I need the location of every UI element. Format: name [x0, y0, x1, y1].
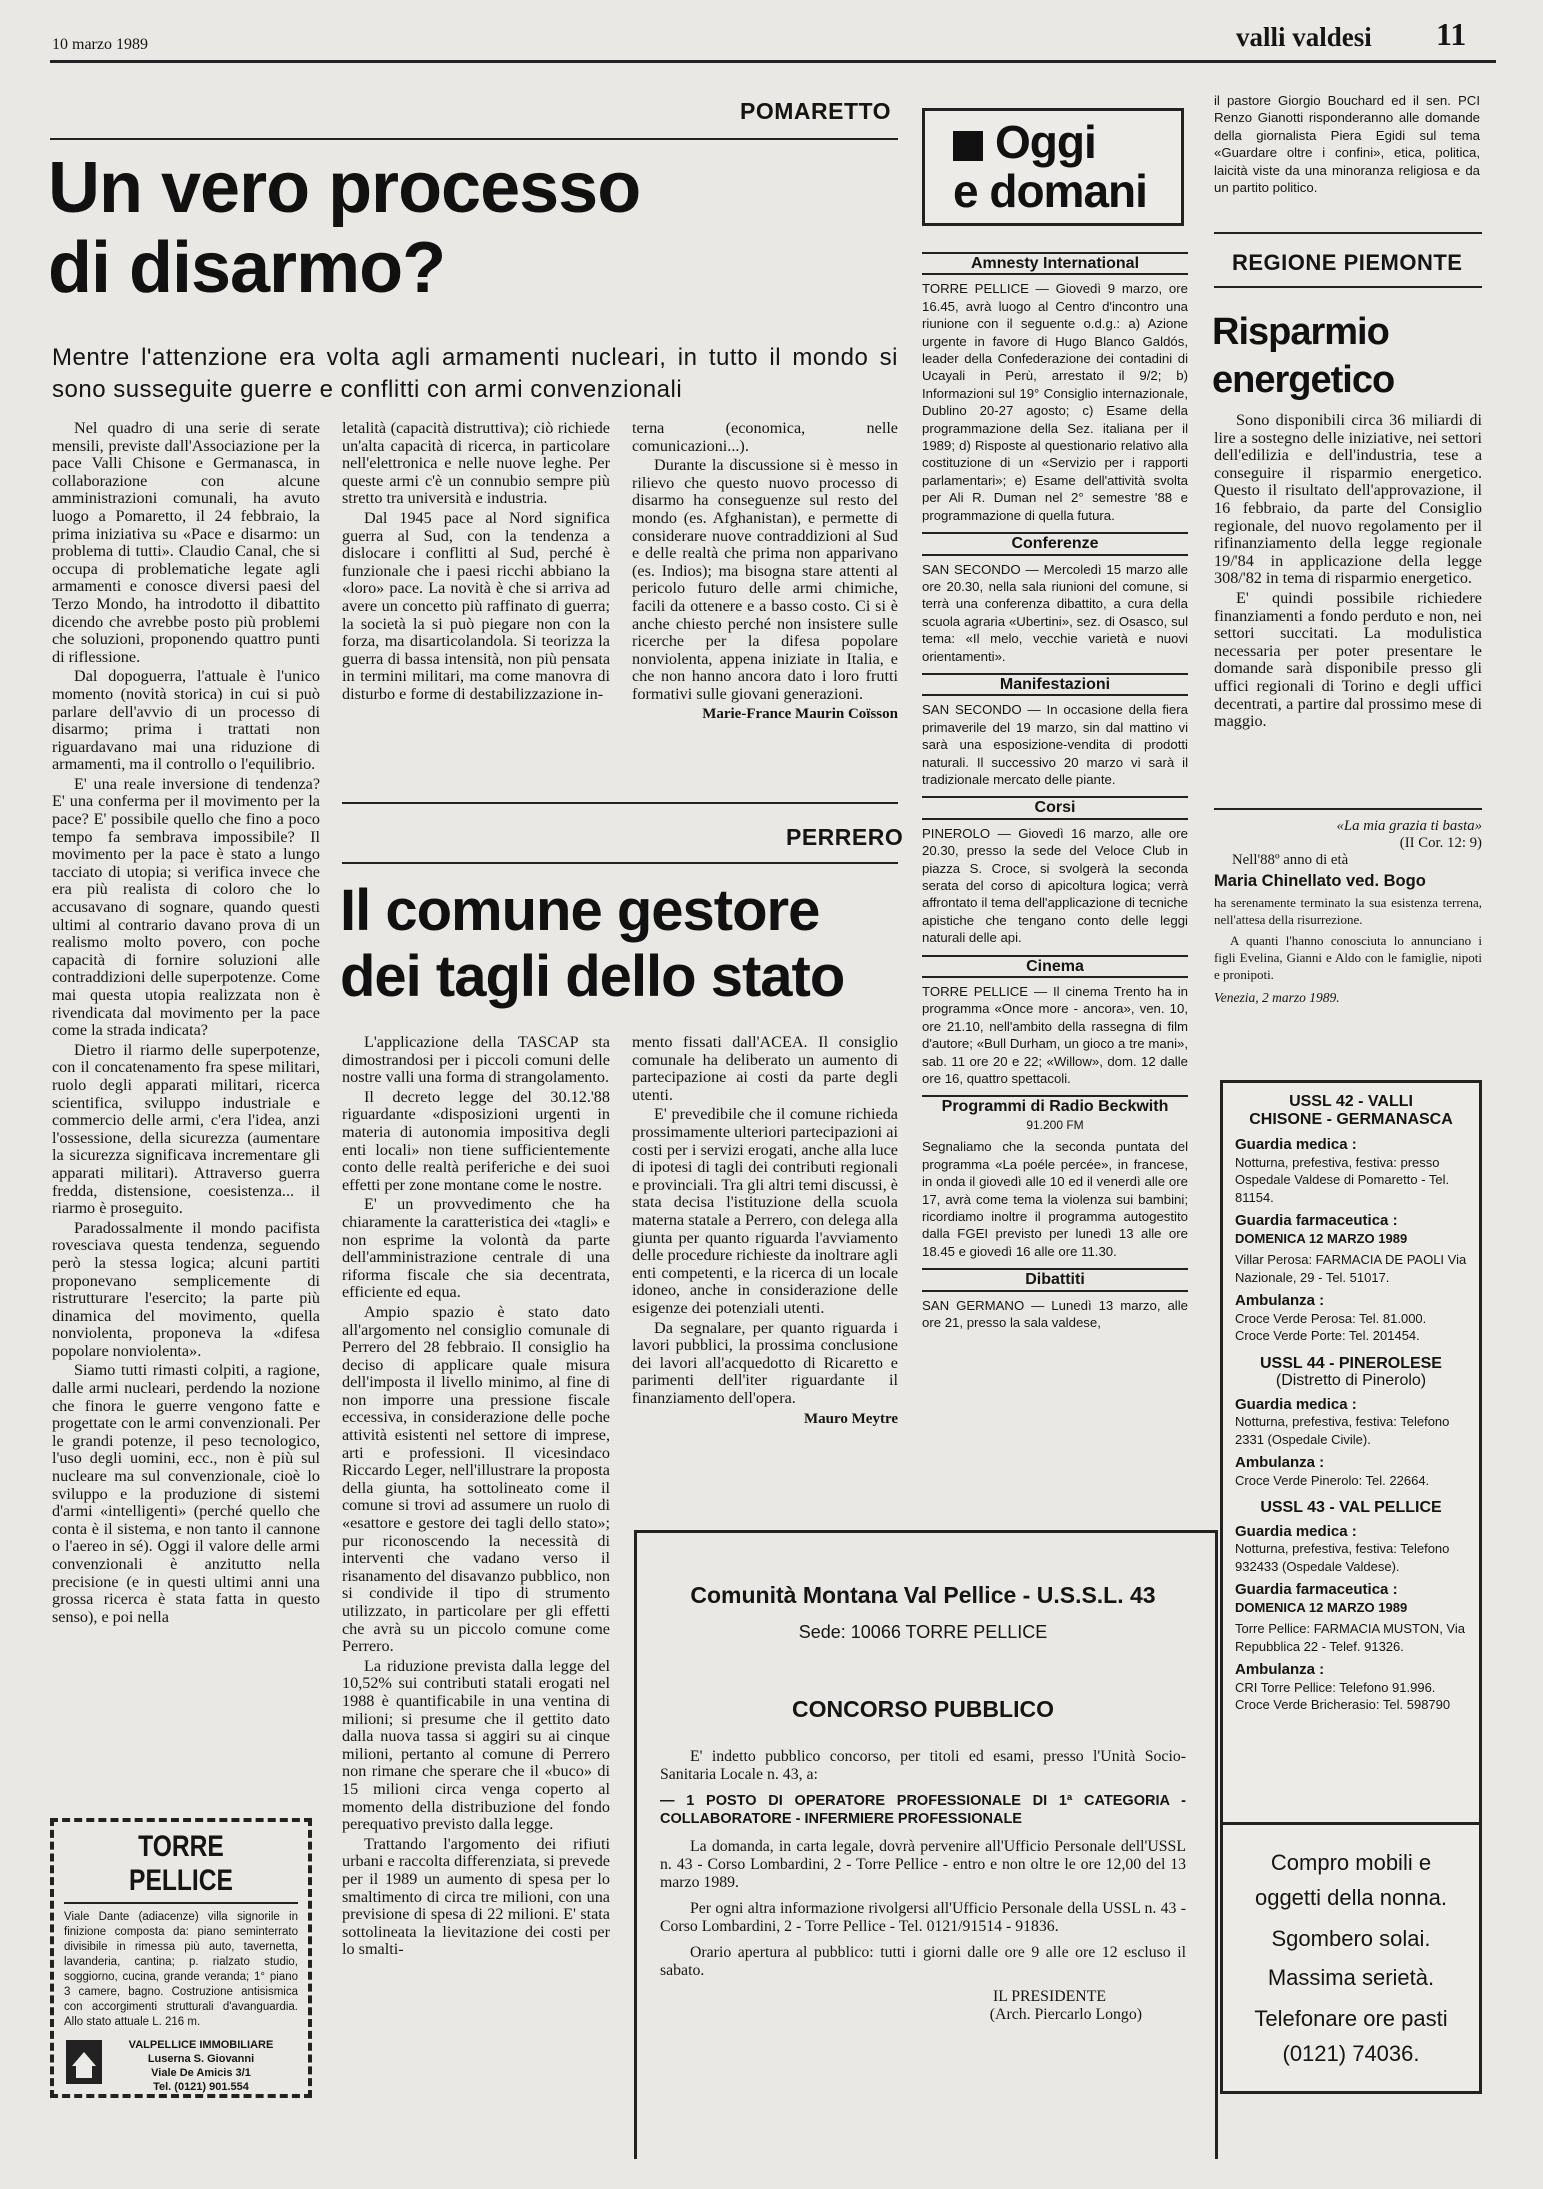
ussl44-gm-text: Notturna, prefestiva, festiva: Telefono 2331 (Ospedale Civile). [1235, 1414, 1450, 1447]
ussl42-ambulanza: Ambulanza : [1235, 1292, 1325, 1309]
article1-title-line1: Un vero processo [48, 148, 641, 228]
ussl44-amb-1: Croce Verde Pinerolo: Tel. 22664. [1235, 1472, 1430, 1488]
article2-kicker: PERRERO [786, 824, 904, 850]
listing-conferenze: SAN SECONDO — Mercoledì 15 marzo alle ore 20.30, nella sala riunioni del comune, si terrà una conferenza dibattito, a cura della scuola agraria «Ubertini», sez. di Osasco, sul tema: «Il melo, vecchie varietà e nuovi orientamenti». [922, 561, 1188, 664]
concorso-signature-title: IL PRESIDENTE [992, 1988, 1106, 2005]
ussl43-guardia-farmaceutica: Guardia farmaceutica : [1235, 1581, 1398, 1598]
regione-kicker: REGIONE PIEMONTE [1232, 250, 1463, 275]
risparmio-paragraph: E' quindi possibile richiedere finanziamenti a fondo perduto e non, nei settori succitati. La modulistica necessaria per poter presentare le domande sarà disponibile presso gli uffici regionali di Torino e degli uffici decentrati, a partire dal prossimo mese di maggio. [1214, 588, 1482, 731]
ussl42-guardia-medica: Guardia medica : [1235, 1136, 1357, 1153]
concorso-title: CONCORSO PUBBLICO [792, 1696, 1054, 1722]
oggi-e-domani-listings [922, 244, 1188, 1331]
compro-line-6: (0121) 74036. [1282, 2041, 1420, 2066]
article2-paragraph: E' prevedibile che il comune richieda prossimamente ulteriori partecipazioni ai costi per i servizi erogati, anche alla luce di ipotesi di tagli dei contributi regionali e provinciali. Tra gli altri temi discussi, è stata decisa l'istituzione della scuola materna statale a Perrero, con delega alla giunta per quanto riguarda l'avviamento delle procedure richieste da inoltrare agli enti competenti, e la ricerca di un locale idoneo, anche in considerazione delle esigenze dei potenziali utenti. [632, 1105, 898, 1317]
article2-paragraph: L'applicazione della TASCAP sta dimostrandosi per i piccoli comuni delle nostre valli una forma di strangolamento. [342, 1033, 610, 1087]
ussl43-ambulanza: Ambulanza : [1235, 1661, 1325, 1678]
ussl42-gm-text: Notturna, prefestiva, festiva: presso Ospedale Valdese di Pomaretto - Tel. 81154. [1235, 1154, 1450, 1205]
article2-author: Mauro Meytre [804, 1411, 898, 1428]
section-heading-corsi: Corsi [922, 796, 1188, 819]
article2-title [340, 878, 844, 1010]
obituary-text: ha serenamente terminato la sua esistenza terrena, nell'attesa della risurrezione. [1214, 895, 1482, 927]
risparmio-title-2: energetico [1212, 359, 1395, 401]
radio-frequency: 91.200 FM [1026, 1117, 1084, 1132]
concorso-sede: Sede: 10066 TORRE PELLICE [798, 1622, 1048, 1642]
article1-paragraph: Dal dopoguerra, l'attuale è l'unico momento (novità storica) in cui si può parlare dell'avvio di un processo di disarmo; prima i trattati non riguardavano mai una riduzione di armamenti, ma il controllo o l'equilibrio. [52, 667, 320, 774]
real-estate-ad-rule [64, 1902, 298, 1904]
concorso-paragraph: Per ogni altra informazione rivolgersi all'Ufficio Personale della USSL n. 43 - Corso Lombardini, 2 - Torre Pellice - Tel. 0121/91514 - 91836. [660, 1900, 1186, 1935]
house-logo-icon [64, 2038, 104, 2086]
section-heading-amnesty: Amnesty International [922, 252, 1188, 275]
obituary-place: Venezia, 2 marzo 1989. [1214, 990, 1340, 1005]
article1-title-line2: di disarmo? [48, 228, 446, 308]
concorso-paragraph: La domanda, in carta legale, dovrà pervenire all'Ufficio Personale dell'USSL n. 43 - Corso Lombardini, 2 - Torre Pellice - entro e non oltre le ore 12,00 del 13 marzo 1989. [660, 1838, 1186, 1891]
ussl43-guardia-medica: Guardia medica : [1235, 1522, 1357, 1540]
article1-column-1 [52, 420, 320, 1628]
article2-title-line1: Il comune gestore [340, 878, 820, 943]
concorso-signature-name: (Arch. Piercarlo Longo) [989, 2006, 1142, 2023]
ussl44-title-2: (Distretto di Pinerolo) [1275, 1372, 1427, 1389]
article2-paragraph: E' un provvedimento che ha chiaramente la caratteristica dei «tagli» e non esprime la volontà da parte dell'amministrazione centrale di una riforma fiscale che sia decentrata, efficiente ed equa. [342, 1195, 610, 1302]
article1-paragraph: Nel quadro di una serie di serate mensili, previste dall'Associazione per la pace Valli Chisone e Germanasca, in collaborazione con alcune amministrazioni comunali, ha avuto luogo a Pomaretto, il 24 febbraio, la prima iniziativa su «Pace e disarmo: un problema di tutti». Claudio Canal, che si occupa di problematiche legate agli armamenti e conosce diversi paesi del Terzo Mondo, ha introdotto il dibattito dicendo che avrebbe posto più problemi che soluzioni, proponendo quattro punti di riflessione. [52, 419, 320, 666]
article2-paragraph: Ampio spazio è stato dato all'argomento nel consiglio comunale di Perrero del 28 febbraio. Il consiglio ha deciso di applicare quale misura dell'imposta il livello minimo, al fine di non imporre una pressione fiscale eccessiva, in considerazione delle poche attività esistenti nel settore di imprese, arti e professioni. Il vicesindaco Riccardo Leger, nell'illustrare la proposta della giunta, ha sottolineato come il comune si trovi ad assumere un ruolo di «esattore e gestore dei tagli dello stato»; pur riconoscendo la necessità di interventi che vadano verso il risanamento del disavanzo pubblico, non si condivide il tipo di strumento utilizzato, in particolare per gli effetti che avrà su un piccolo comune come Perrero. [342, 1302, 610, 1656]
agency-address-1: Luserna S. Giovanni [147, 2053, 255, 2065]
ussl-box [1220, 1080, 1482, 1834]
concorso-body [660, 1748, 1186, 2024]
article2-title-line2: dei tagli dello stato [340, 944, 845, 1009]
compro-line-1: Compro mobili e [1270, 1850, 1432, 1875]
article1-subtitle: Mentre l'attenzione era volta agli armamenti nucleari, in tutto il mondo si sono susseguite guerre e conflitti con armi convenzionali [52, 344, 898, 403]
obituary [1214, 818, 1482, 1006]
ussl42-amb-1: Croce Verde Perosa: Tel. 81.000. [1235, 1310, 1427, 1326]
article1-paragraph: Siamo tutti rimasti colpiti, a ragione, dalle armi nucleari, perdendo la nozione che finora le guerre vengono fatte e progettate con le armi convenzionali. Per le grandi potenze, il peso tecnologico, l'uso degli uomini, ecc., non è più sul nucleare ma sul convenzionale, cioè lo sviluppo e la produzione di sistemi d'armi «intelligenti» (perché quello che conta è il sistema, e non tanto il cannone o l'aereo in sé). Oggi il valore delle armi convenzionali è anzitutto nella precisione (e in questi ultimi anni una grossa ricerca è stata fatta in questo senso), e poi nella [52, 1361, 320, 1626]
ussl42-guardia-farmaceutica: Guardia farmaceutica : [1235, 1212, 1398, 1229]
regione-kicker-rule [1214, 286, 1482, 288]
article1-paragraph: Dal 1945 pace al Nord significa guerra al Sud, con la tendenza a dislocare i conflitti al Sud, perché è funzionale che i paesi ricchi abbiano la «loro» pace. La novità è che si arriva ad avere un concetto più raffinato di guerra; la società la si può piegare non con la forza, ma disarticolandola. Si teorizza la guerra di bassa intensità, non più pensata in termini militari, ma come manovra di disturbo e forme di destabilizzazione in- [342, 508, 610, 703]
oggi-title-1: Oggi [995, 116, 1096, 168]
listing-manifestazioni: SAN SECONDO — In occasione della fiera primaverile del 19 marzo, sin dal mattino vi sarà una esposizione-vendita di prodotti naturali. Il successivo 20 marzo vi sarà il tradizionale mercato delle piante. [922, 702, 1188, 787]
oggi-title-2: e domani [953, 165, 1147, 217]
article1-column-2 [342, 420, 610, 706]
section-heading-conferenze: Conferenze [922, 532, 1188, 555]
oggi-e-domani-masthead [922, 108, 1184, 226]
concorso-paragraph: E' indetto pubblico concorso, per titoli ed esami, presso l'Unità Socio-Sanitaria Locale n. 43, a: [660, 1748, 1186, 1783]
compro-line-4: Massima serietà. [1267, 1965, 1435, 1990]
ussl43-title: USSL 43 - VAL PELLICE [1260, 1499, 1442, 1516]
ussl43-amb-1: CRI Torre Pellice: Telefono 91.996. [1235, 1679, 1436, 1695]
article1-paragraph: letalità (capacità distruttiva); ciò richiede un'alta capacità di ricerca, in particolare nell'elettronica e nelle nuove leghe. Per queste armi c'è un connubio sempre più stretto tra università e industria. [342, 419, 610, 508]
compro-line-5: Telefonare ore pasti [1254, 2006, 1448, 2031]
ussl42-gf-date: DOMENICA 12 MARZO 1989 [1235, 1230, 1408, 1246]
article1-kicker: POMARETTO [740, 98, 892, 124]
article1-author: Marie-France Maurin Coïsson [702, 705, 898, 722]
ussl42-title-1: USSL 42 - VALLI [1289, 1093, 1413, 1110]
regione-top-rule [1214, 232, 1482, 234]
section-heading-dibattiti: Dibattiti [922, 1268, 1188, 1291]
ussl43-gm-text: Notturna, prefestiva, festiva: Telefono 932433 (Ospedale Valdese). [1235, 1541, 1450, 1574]
article1-paragraph: Durante la discussione si è messo in rilievo che questo nuovo processo di disarmo ha conseguenze sul resto del mondo (es. Afghanistan), e permette di considerare nuove contraddizioni al Sud e delle realtà che prima non apparivano (es. Indios); ma bisogna stare attenti al pericolo futuro delle armi chimiche, facili da ottenere e a basso costo. Ci si è anche chiesto perché non insistere sulle ricerche per la difesa popolare nonviolenta, appena iniziate in Italia, e che non hanno ancora dato i loro frutti formativi sulle giovani generazioni. [632, 456, 898, 703]
article2-paragraph: Trattando l'argomento dei rifiuti urbani e raccolta differenziata, si prevede per il 1989 un aumento di spesa per lo smaltimento di circa tre milioni, con una previsione di spesa di 22 milioni. E' stata sottolineata la lievitazione dei costi per lo smalti- [342, 1834, 610, 1959]
article2-paragraph: Il decreto legge del 30.12.'88 riguardante «disposizioni urgenti in materia di autonomia impositiva degli enti locali» non tiene sufficientemente conto delle realtà periferiche e dei suoi effetti per zone montane come le nostre. [342, 1087, 610, 1194]
risparmio-title [1212, 308, 1394, 404]
risparmio-title-1: Risparmio [1212, 311, 1389, 353]
real-estate-ad-title: TORRE PELLICE [129, 1830, 233, 1897]
agency-phone: Tel. (0121) 901.554 [153, 2081, 249, 2093]
article2-paragraph: La riduzione prevista dalla legge del 10,52% sui contributi statali erogati nel 1988 è quantificabile in una ventina di milioni; si presume che il gettito dato dalla nuova tassa si aggiri su ai cinque milioni, pertanto al comune di Perrero non rimane che sperare che il «buco» di 15 milioni circa venga coperto al momento della distribuzione del fondo perequativo previsto dalla legge. [342, 1656, 610, 1834]
listing-dibattiti: SAN GERMANO — Lunedì 13 marzo, alle ore 21, presso la sala valdese, [922, 1297, 1188, 1330]
real-estate-ad-text: Viale Dante (adiacenze) villa signorile in finizione composta da: piano seminterrato divisibile in rimessa più auto, tavernetta, lavanderia, cantina; p. rialzato studio, soggiorno, cucina, grande veranda; 1° piano 3 camere, bagno. Costruzione antisismica con accorgimenti strutturali d'avanguardia. Allo stato attuale L. 216 m. [64, 1911, 298, 2028]
agency-name: VALPELLICE IMMOBILIARE [128, 2039, 274, 2051]
compro-line-2: oggetti della nonna. [1254, 1885, 1448, 1910]
concorso-org: Comunità Montana Val Pellice - U.S.S.L. 43 [690, 1582, 1156, 1608]
obituary-quote: «La mia grazia ti basta» [1336, 818, 1482, 834]
ussl43-gf-text: Torre Pellice: FARMACIA MUSTON, Via Repubblica 22 - Telef. 91326. [1235, 1621, 1465, 1654]
obituary-text: A quanti l'hanno conosciuta lo annunciano i figli Evelina, Gianni e Aldo con le famiglie, nipoti e pronipoti. [1214, 933, 1482, 982]
article2-column-1 [342, 1034, 610, 1961]
article2-paragraph: mento fissati dall'ACEA. Il consiglio comunale ha deliberato un aumento di partecipazione ai costi da parte degli utenti. [632, 1033, 898, 1104]
ussl44-guardia-medica: Guardia medica : [1235, 1395, 1357, 1413]
article2-paragraph: Da segnalare, per quanto riguarda i lavori pubblici, la prossima conclusione dei lavori all'acquedotto di Ricaretto e parimenti dell'iter riguardante il finanziamento dell'opera. [632, 1318, 898, 1407]
article2-kicker-rule [342, 862, 898, 864]
ussl43-amb-2: Croce Verde Bricherasio: Tel. 598790 [1235, 1697, 1451, 1712]
section-heading-cinema: Cinema [922, 955, 1188, 978]
article1-paragraph: Dietro il riarmo delle superpotenze, con il concatenamento fra spese militari, ruolo degli apparati militari, ricerca scientifica, sviluppo industriale e commercio delle armi, c'era l'idea, anzi l'ossessione, della sicurezza (aumentare la sicurezza significava incrementare gli apparati militari). Attraverso guerra fredda, distensione, coesistenza... il riarmo è proseguito. [52, 1040, 320, 1218]
listing-corsi: PINEROLO — Giovedì 16 marzo, alle ore 20.30, presso la sede del Veloce Club in piazza S. Croce, si svolgerà la seconda serata del corso di apicoltura logica; verrà affrontato il tema dell'applicazione di tecniche apistiche che tengano conto delle leggi naturali delle api. [922, 825, 1188, 946]
article1-title [48, 148, 640, 308]
concorso-paragraph: Orario apertura al pubblico: tutti i giorni dalle ore 9 alle ore 12 escluso il sabato. [660, 1944, 1186, 1979]
concorso-post: — 1 POSTO DI OPERATORE PROFESSIONALE DI 1ª CATEGORIA - COLLABORATORE - INFERMIERE PROFESSIONALE [660, 1793, 1186, 1827]
article1-column-3 [632, 420, 898, 723]
obituary-top-rule [1214, 808, 1482, 810]
obituary-age: Nell'88º anno di età [1232, 852, 1349, 868]
header-date: 10 marzo 1989 [52, 36, 148, 53]
agency-address-2: Viale De Amicis 3/1 [151, 2067, 251, 2079]
ussl42-gf-text: Villar Perosa: FARMACIA DE PAOLI Via Nazionale, 29 - Tel. 51017. [1235, 1252, 1467, 1285]
listing-amnesty: TORRE PELLICE — Giovedì 9 marzo, ore 16.45, avrà luogo al Centro d'incontro una riunione con il seguente o.d.g.: a) Azione urgente in favore di Hugo Blanco Galdós, leader della Confederazione dei contadini di Ucayali in Perù, arrestato il 9/2; b) Informazioni sul 19° Consiglio internazionale, Dublino 20-27 agosto; c) Esame della programmazione della Sez. italiana per il 1989; d) Risposte al questionario relativo alla costituzione di un «Servizio per i rapporti parlamentari»; e) Esame dell'attività svolta per Ali R. Duman nel 2° semestre '88 e programmazione di quella futura. [922, 281, 1188, 523]
article1-paragraph: E' una reale inversione di tendenza? E' una conferma per il movimento per la pace? E' possibile quello che fino a poco tempo fa sembrava impossibile? Il movimento per la pace è stato a lungo tacciato di utopia; si verifica invece che era più realista di coloro che lo accusavano di sognare, quando questi ultimi al contrario davano prova di un realismo molto povero, con poche capacità di fornire soluzioni alle contraddizioni delle superpotenze. Come mai questa utopia realizzata non è rivendicata dal movimento per la pace come la strada indicata? [52, 774, 320, 1040]
compro-line-3: Sgombero solai. [1271, 1926, 1431, 1951]
ussl44-ambulanza: Ambulanza : [1235, 1454, 1325, 1471]
header-rule [50, 60, 1496, 63]
real-estate-ad [50, 1818, 312, 2098]
obituary-reference: (II Cor. 12: 9) [1399, 835, 1482, 851]
ussl43-gf-date: DOMENICA 12 MARZO 1989 [1235, 1599, 1408, 1615]
compro-mobili-ad [1220, 1822, 1482, 2094]
article2-top-rule [342, 802, 898, 804]
section-heading-manifestazioni: Manifestazioni [922, 673, 1188, 696]
masthead: valli valdesi [1236, 22, 1372, 52]
ussl42-amb-2: Croce Verde Porte: Tel. 201454. [1235, 1328, 1420, 1343]
section-heading-radio: Programmi di Radio Beckwith [922, 1095, 1188, 1116]
ussl42-title-2: CHISONE - GERMANASCA [1249, 1110, 1453, 1128]
page-number: 11 [1436, 16, 1467, 52]
article1-paragraph: Paradossalmente il mondo pacifista rovesciava questa tendenza, seguendo però la stessa logica; alcuni partiti proponevano semplicemente di ristrutturare l'esercito; la parte più dinamica del movimento, quella nonviolenta, proponeva la «difesa popolare nonviolenta». [52, 1218, 320, 1360]
listing-cinema: TORRE PELLICE — Il cinema Trento ha in programma «Once more - ancora», ven. 10, ore 21.10, nell'ambito della rassegna di film d'autore; «Bull Durham, un gioco a tre mani», sab. 11 ore 20 e 22; «Willow», dom. 12 dalle ore 16, quattro spettacoli. [922, 984, 1188, 1087]
risparmio-body [1214, 412, 1482, 733]
real-estate-agency [64, 2038, 298, 2094]
ussl44-title-1: USSL 44 - PINEROLESE [1260, 1354, 1442, 1372]
obituary-name: Maria Chinellato ved. Bogo [1214, 872, 1426, 890]
dibattiti-continuation: il pastore Giorgio Bouchard ed il sen. PCI Renzo Gianotti risponderanno alle domande della giornalista Piera Egidi sul tema «Guardare oltre i confini», etica, politica, laicità viste da una minoranza religiosa e da un partito politico. [1214, 93, 1480, 196]
risparmio-paragraph: Sono disponibili circa 36 miliardi di lire a sostegno delle iniziative, nei settori dell'edilizia e dell'industria, tese a conseguire il risparmio energetico. Questo il risultato dell'approvazione, il 16 febbraio, da parte del Consiglio regionale, del nuovo regolamento per il rifinanziamento della legge regionale 19/'84 in applicazione della legge 308/'82 in tema di risparmio energetico. [1214, 411, 1482, 588]
article1-kicker-rule [50, 138, 898, 140]
square-bullet-icon [953, 131, 983, 161]
listing-radio: Segnaliamo che la seconda puntata del programma «La poéle percée», in francese, in onda il giovedì alle 10 ed il venerdì alle ore 17, avrà come tema la violenza sui bambini; ricordiamo inoltre il programma autogestito dalla FGEI previsto per lunedì 13 alle ore 18.45 e giovedì 16 alle ore 11.30. [922, 1139, 1188, 1259]
article2-column-2 [632, 1034, 898, 1429]
article1-paragraph: terna (economica, nelle comunicazioni...). [632, 419, 898, 455]
